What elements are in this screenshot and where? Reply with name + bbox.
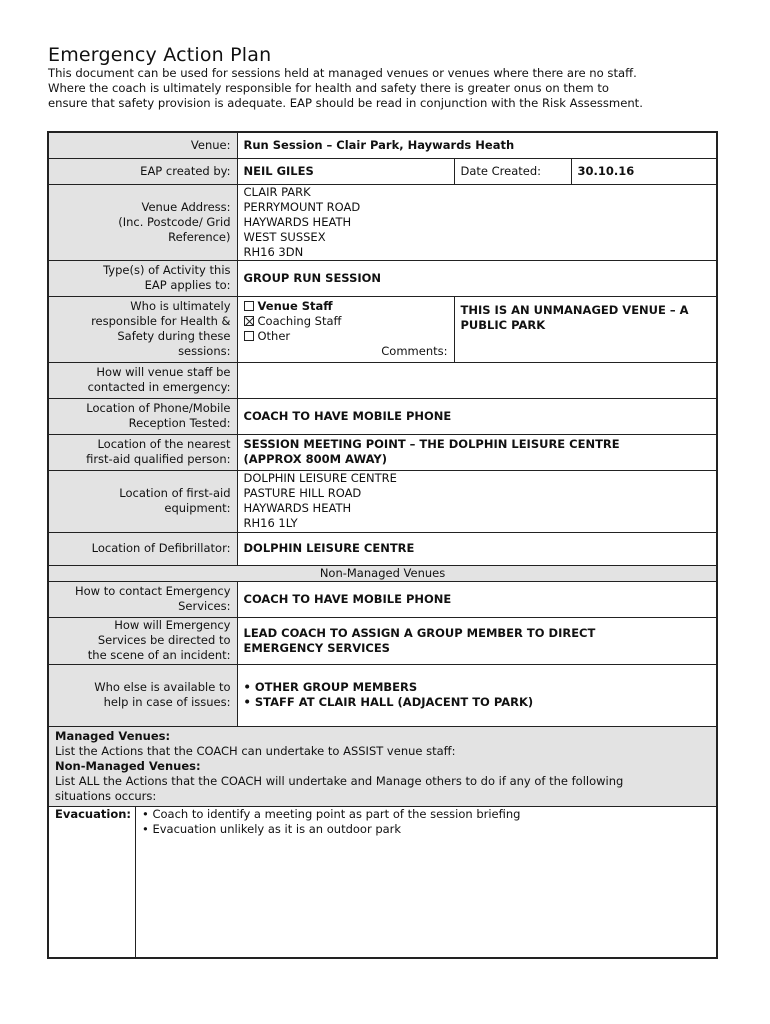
label-line: Reception Tested: [128,416,231,430]
intro-line: Where the coach is ultimately responsible for health and safety there is greater onus on them to [48,81,610,95]
evacuation-row [48,806,717,958]
label-line: sessions: [178,344,231,358]
label-line: Type(s) of Activity this [103,263,231,277]
actions-instructions [48,726,717,806]
emergency-services-label [48,581,237,617]
value-line: EMERGENCY SERVICES [243,640,390,655]
comment-line: PUBLIC PARK [460,317,546,332]
address-line: WEST SUSSEX [243,229,326,244]
venue-label: Venue: [48,132,237,158]
address-line: RH16 1LY [243,516,298,530]
eap-form-table [47,131,718,959]
others-item: • OTHER GROUP MEMBERS [244,680,711,695]
value-line: LEAD COACH TO ASSIGN A GROUP MEMBER TO DIRECT [243,625,596,640]
first-aid-equipment-label [48,470,237,532]
staff-contact-label [48,362,237,398]
staff-contact-value[interactable] [237,362,717,398]
intro-text [48,66,738,111]
activity-value[interactable]: GROUP RUN SESSION [237,260,717,296]
non-managed-section-header: Non-Managed Venues [48,565,717,581]
date-created-value[interactable]: 30.10.16 [571,158,717,184]
date-created-label: Date Created: [454,158,571,184]
venue-value[interactable]: Run Session – Clair Park, Haywards Heath [237,132,717,158]
activity-label [48,260,237,296]
option-coaching-staff[interactable] [244,314,448,329]
defibrillator-label: Location of Defibrillator: [48,532,237,565]
label-line: Reference) [168,229,231,244]
first-aider-value[interactable] [237,434,717,470]
others-item: • STAFF AT CLAIR HALL (ADJACENT TO PARK) [244,695,711,710]
intro-line: ensure that safety provision is adequate. EAP should be read in conjunction with the Risk Assessment. [48,96,643,110]
phone-value[interactable]: COACH TO HAVE MOBILE PHONE [237,398,717,434]
option-label: Coaching Staff [257,314,342,328]
evacuation-item: • Coach to identify a meeting point as part of the session briefing [142,807,520,822]
evacuation-label: Evacuation: [49,807,136,957]
others-label [48,664,237,726]
created-by-value[interactable]: NEIL GILES [237,158,454,184]
value-line: SESSION MEETING POINT – THE DOLPHIN LEISURE CENTRE [243,437,620,451]
responsible-label [48,296,237,362]
first-aid-equipment-value[interactable] [237,470,717,532]
first-aider-label [48,434,237,470]
evacuation-item: • Evacuation unlikely as it is an outdoor park [142,822,520,837]
option-label: Other [257,329,291,343]
nonmanaged-text: situations occurs: [55,788,157,803]
label-line: responsible for Health & [91,314,231,328]
label-line: Services be directed to [97,633,231,647]
address-line: HAYWARDS HEATH [243,214,352,229]
managed-text: List the Actions that the COACH can undertake to ASSIST venue staff: [55,743,456,758]
label-line: the scene of an incident: [87,648,231,662]
address-line: RH16 3DN [243,244,304,259]
comment-line: THIS IS AN UNMANAGED VENUE – A [460,302,689,317]
venue-address-label [48,184,237,260]
label-line: Location of the nearest [97,437,231,451]
label-line: Safety during these [117,329,231,343]
evacuation-actions[interactable] [136,807,526,957]
label-line: Services: [178,599,231,613]
address-line: PASTURE HILL ROAD [243,486,362,500]
label-line: How will venue staff be [96,365,231,379]
label-line: Location of Phone/Mobile [86,401,231,415]
option-label: Venue Staff [257,299,333,313]
label-line: (Inc. Postcode/ Grid [118,214,231,229]
label-line: How will Emergency [114,618,231,632]
label-line: equipment: [164,501,231,515]
responsible-comments[interactable] [454,296,717,362]
option-other[interactable] [244,329,448,344]
nonmanaged-heading: Non-Managed Venues: [55,758,201,773]
address-line: DOLPHIN LEISURE CENTRE [243,471,397,485]
label-line: Who else is available to [94,680,231,694]
checkbox-other[interactable] [244,331,254,341]
managed-heading: Managed Venues: [55,728,171,743]
responsible-options [237,296,454,362]
directed-label [48,617,237,664]
emergency-services-value[interactable]: COACH TO HAVE MOBILE PHONE [237,581,717,617]
phone-label [48,398,237,434]
label-line: How to contact Emergency [75,584,231,598]
others-value[interactable] [237,664,717,726]
created-by-label: EAP created by: [48,158,237,184]
label-line: contacted in emergency: [87,380,231,394]
defibrillator-value[interactable]: DOLPHIN LEISURE CENTRE [237,532,717,565]
intro-line: This document can be used for sessions held at managed venues or venues where there are no staff. [48,66,637,80]
label-line: Venue Address: [141,199,231,214]
label-line: EAP applies to: [144,278,231,292]
comments-label: Comments: [381,344,448,358]
checkbox-venue-staff[interactable] [244,301,254,311]
label-line: help in case of issues: [103,695,231,709]
venue-address-value[interactable] [237,184,717,260]
address-line: PERRYMOUNT ROAD [243,199,361,214]
nonmanaged-text: List ALL the Actions that the COACH will undertake and Manage others to do if any of the following [55,773,624,788]
address-line: CLAIR PARK [243,184,311,199]
address-line: HAYWARDS HEATH [243,501,352,515]
option-venue-staff[interactable] [244,299,448,314]
label-line: Who is ultimately [130,299,231,313]
page-title: Emergency Action Plan [48,44,272,66]
value-line: (APPROX 800M AWAY) [243,452,387,466]
label-line: Location of first-aid [119,486,231,500]
checkbox-coaching-staff[interactable] [244,316,254,326]
label-line: first-aid qualified person: [86,452,231,466]
directed-value[interactable] [237,617,717,664]
